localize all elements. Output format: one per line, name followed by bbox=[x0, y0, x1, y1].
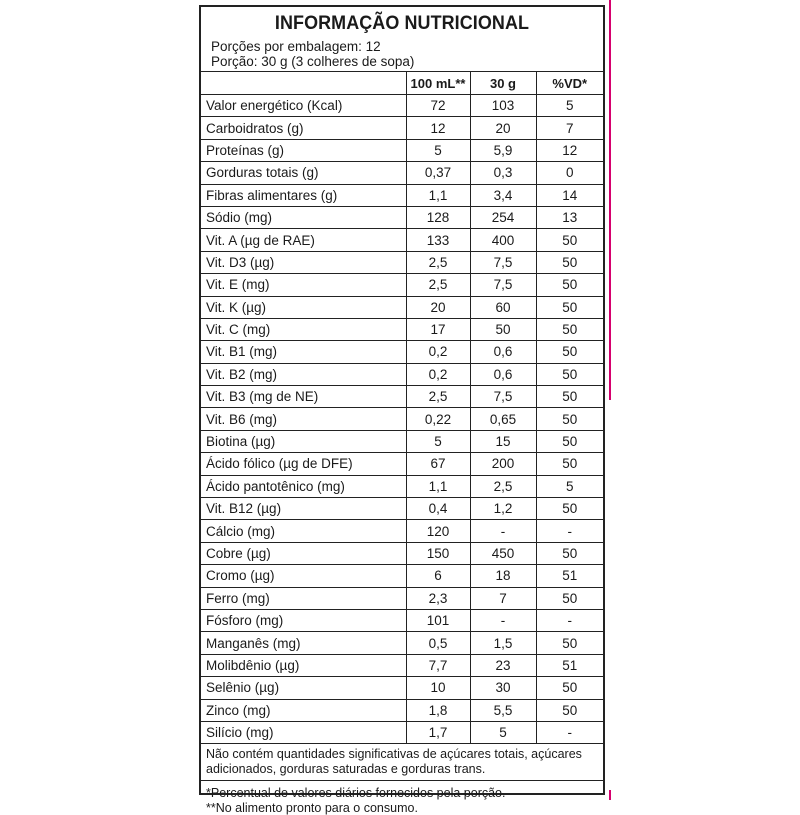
value-per-30g: 0,65 bbox=[470, 408, 536, 430]
value-daily-percent: - bbox=[536, 721, 603, 743]
value-per-100ml: 0,4 bbox=[406, 498, 470, 520]
value-daily-percent: 50 bbox=[536, 318, 603, 340]
value-daily-percent: 50 bbox=[536, 632, 603, 654]
value-per-100ml: 5 bbox=[406, 139, 470, 161]
nutrient-label: Vit. B6 (mg) bbox=[201, 408, 406, 430]
table-row bbox=[201, 542, 603, 564]
nutrient-label: Cobre (µg) bbox=[201, 542, 406, 564]
value-per-100ml: 1,1 bbox=[406, 475, 470, 497]
value-per-30g: 0,3 bbox=[470, 162, 536, 184]
value-daily-percent: 50 bbox=[536, 386, 603, 408]
value-daily-percent: 13 bbox=[536, 206, 603, 228]
value-per-100ml: 12 bbox=[406, 117, 470, 139]
nutrition-facts-panel bbox=[199, 5, 605, 815]
value-per-30g: 20 bbox=[470, 117, 536, 139]
value-per-30g: 103 bbox=[470, 95, 536, 117]
nutrient-label: Selênio (µg) bbox=[201, 677, 406, 699]
value-per-100ml: 17 bbox=[406, 318, 470, 340]
table-row bbox=[201, 363, 603, 385]
nutrient-label: Fibras alimentares (g) bbox=[201, 184, 406, 206]
value-daily-percent: 50 bbox=[536, 587, 603, 609]
value-daily-percent: 50 bbox=[536, 296, 603, 318]
value-per-30g: 7,5 bbox=[470, 386, 536, 408]
value-per-30g: 400 bbox=[470, 229, 536, 251]
value-per-100ml: 1,8 bbox=[406, 699, 470, 721]
value-per-100ml: 133 bbox=[406, 229, 470, 251]
value-per-100ml: 6 bbox=[406, 565, 470, 587]
nutrient-label: Silício (mg) bbox=[201, 721, 406, 743]
nutrient-label: Vit. A (µg de RAE) bbox=[201, 229, 406, 251]
value-daily-percent: 50 bbox=[536, 699, 603, 721]
value-per-100ml: 0,2 bbox=[406, 341, 470, 363]
value-per-100ml: 20 bbox=[406, 296, 470, 318]
value-per-30g: 0,6 bbox=[470, 363, 536, 385]
table-row bbox=[201, 632, 603, 654]
value-per-30g: 254 bbox=[470, 206, 536, 228]
footnote-daily-value: *Percentual de valores diários fornecidos pela porção. bbox=[201, 780, 603, 801]
accent-line-bottom bbox=[609, 790, 611, 800]
nutrient-label: Vit. B1 (mg) bbox=[201, 341, 406, 363]
table-row bbox=[201, 95, 603, 117]
value-per-100ml: 101 bbox=[406, 609, 470, 631]
value-daily-percent: 50 bbox=[536, 677, 603, 699]
value-per-30g: 7,5 bbox=[470, 251, 536, 273]
nutrient-label: Molibdênio (µg) bbox=[201, 654, 406, 676]
nutrient-label: Biotina (µg) bbox=[201, 430, 406, 452]
value-per-100ml: 1,1 bbox=[406, 184, 470, 206]
nutrient-label: Carboidratos (g) bbox=[201, 117, 406, 139]
value-daily-percent: 50 bbox=[536, 408, 603, 430]
table-row bbox=[201, 721, 603, 743]
value-per-30g: 18 bbox=[470, 565, 536, 587]
nutrient-label: Ácido fólico (µg de DFE) bbox=[201, 453, 406, 475]
value-per-100ml: 2,3 bbox=[406, 587, 470, 609]
value-per-30g: 3,4 bbox=[470, 184, 536, 206]
value-per-30g: 23 bbox=[470, 654, 536, 676]
value-per-30g: 200 bbox=[470, 453, 536, 475]
table-row bbox=[201, 430, 603, 452]
footnote-ready-to-consume: **No alimento pronto para o consumo. bbox=[206, 800, 418, 815]
nutrient-label: Vit. D3 (µg) bbox=[201, 251, 406, 273]
nutrient-label: Vit. K (µg) bbox=[201, 296, 406, 318]
value-daily-percent: 50 bbox=[536, 498, 603, 520]
table-row bbox=[201, 520, 603, 542]
value-per-30g: 1,5 bbox=[470, 632, 536, 654]
value-per-30g: - bbox=[470, 609, 536, 631]
accent-line bbox=[609, 0, 611, 400]
table-row bbox=[201, 677, 603, 699]
value-daily-percent: 0 bbox=[536, 162, 603, 184]
value-per-100ml: 67 bbox=[406, 453, 470, 475]
table-row bbox=[201, 184, 603, 206]
value-daily-percent: 50 bbox=[536, 251, 603, 273]
value-daily-percent: 5 bbox=[536, 475, 603, 497]
table-header-row bbox=[201, 72, 603, 95]
table-row bbox=[201, 341, 603, 363]
value-per-30g: 60 bbox=[470, 296, 536, 318]
nutrient-label: Sódio (mg) bbox=[201, 206, 406, 228]
table-row bbox=[201, 699, 603, 721]
value-daily-percent: 50 bbox=[536, 453, 603, 475]
value-per-100ml: 10 bbox=[406, 677, 470, 699]
nutrient-label: Ferro (mg) bbox=[201, 587, 406, 609]
value-per-100ml: 0,5 bbox=[406, 632, 470, 654]
table-row bbox=[201, 453, 603, 475]
table-row bbox=[201, 139, 603, 161]
portions-per-package: Porções por embalagem: 12 bbox=[211, 39, 381, 54]
table-row bbox=[201, 274, 603, 296]
value-per-100ml: 2,5 bbox=[406, 274, 470, 296]
value-daily-percent: 50 bbox=[536, 363, 603, 385]
value-per-100ml: 5 bbox=[406, 430, 470, 452]
value-per-30g: 5 bbox=[470, 721, 536, 743]
value-daily-percent: 14 bbox=[536, 184, 603, 206]
table-row bbox=[201, 229, 603, 251]
value-per-100ml: 0,37 bbox=[406, 162, 470, 184]
nutrient-label: Vit. C (mg) bbox=[201, 318, 406, 340]
nutrient-label: Proteínas (g) bbox=[201, 139, 406, 161]
header-daily-value: %VD* bbox=[536, 72, 603, 95]
value-per-30g: 7 bbox=[470, 587, 536, 609]
panel-title: INFORMAÇÃO NUTRICIONAL bbox=[274, 12, 530, 34]
value-daily-percent: 50 bbox=[536, 274, 603, 296]
nutrient-label: Ácido pantotênico (mg) bbox=[201, 475, 406, 497]
value-per-100ml: 1,7 bbox=[406, 721, 470, 743]
value-per-100ml: 2,5 bbox=[406, 386, 470, 408]
value-per-30g: 15 bbox=[470, 430, 536, 452]
value-daily-percent: 12 bbox=[536, 139, 603, 161]
value-daily-percent: 50 bbox=[536, 341, 603, 363]
nutrient-label: Vit. B3 (mg de NE) bbox=[201, 386, 406, 408]
value-per-30g: 2,5 bbox=[470, 475, 536, 497]
value-per-30g: 450 bbox=[470, 542, 536, 564]
table-row bbox=[201, 609, 603, 631]
table-row bbox=[201, 117, 603, 139]
value-per-100ml: 72 bbox=[406, 95, 470, 117]
nutrient-label: Vit. B2 (mg) bbox=[201, 363, 406, 385]
nutrient-label: Cálcio (mg) bbox=[201, 520, 406, 542]
nutrient-label: Valor energético (Kcal) bbox=[201, 95, 406, 117]
table-row bbox=[201, 654, 603, 676]
value-daily-percent: 7 bbox=[536, 117, 603, 139]
table-row bbox=[201, 162, 603, 184]
nutrient-label: Vit. E (mg) bbox=[201, 274, 406, 296]
value-per-100ml: 7,7 bbox=[406, 654, 470, 676]
value-per-30g: 0,6 bbox=[470, 341, 536, 363]
nutrient-label: Fósforo (mg) bbox=[201, 609, 406, 631]
nutrient-label: Gorduras totais (g) bbox=[201, 162, 406, 184]
table-row bbox=[201, 565, 603, 587]
table-row bbox=[201, 408, 603, 430]
value-per-30g: 30 bbox=[470, 677, 536, 699]
footnote-not-significant: Não contém quantidades significativas de açúcares totais, açúcares adicionados, gorduras saturadas e gorduras trans. bbox=[206, 747, 582, 776]
value-per-30g: 7,5 bbox=[470, 274, 536, 296]
header-per-30g: 30 g bbox=[470, 72, 536, 95]
value-per-30g: 5,5 bbox=[470, 699, 536, 721]
value-per-100ml: 0,2 bbox=[406, 363, 470, 385]
value-daily-percent: 50 bbox=[536, 229, 603, 251]
value-daily-percent: 50 bbox=[536, 542, 603, 564]
table-row bbox=[201, 475, 603, 497]
nutrient-label: Manganês (mg) bbox=[201, 632, 406, 654]
portion-size: Porção: 30 g (3 colheres de sopa) bbox=[211, 53, 415, 69]
table-row bbox=[201, 318, 603, 340]
header-per-100ml: 100 mL** bbox=[406, 72, 470, 95]
value-per-30g: 50 bbox=[470, 318, 536, 340]
table-row bbox=[201, 386, 603, 408]
nutrient-label: Zinco (mg) bbox=[201, 699, 406, 721]
value-per-100ml: 0,22 bbox=[406, 408, 470, 430]
header-nutrient bbox=[201, 72, 406, 95]
value-daily-percent: 50 bbox=[536, 430, 603, 452]
value-per-30g: 1,2 bbox=[470, 498, 536, 520]
value-per-100ml: 150 bbox=[406, 542, 470, 564]
nutrient-label: Cromo (µg) bbox=[201, 565, 406, 587]
value-daily-percent: 51 bbox=[536, 654, 603, 676]
nutrition-table bbox=[201, 72, 603, 744]
value-daily-percent: - bbox=[536, 609, 603, 631]
value-per-100ml: 120 bbox=[406, 520, 470, 542]
value-per-30g: - bbox=[470, 520, 536, 542]
table-row bbox=[201, 251, 603, 273]
table-row bbox=[201, 498, 603, 520]
table-row bbox=[201, 296, 603, 318]
nutrient-label: Vit. B12 (µg) bbox=[201, 498, 406, 520]
portion-info bbox=[201, 40, 603, 72]
value-per-100ml: 2,5 bbox=[406, 251, 470, 273]
value-per-100ml: 128 bbox=[406, 206, 470, 228]
value-daily-percent: 5 bbox=[536, 95, 603, 117]
value-daily-percent: - bbox=[536, 520, 603, 542]
table-row bbox=[201, 206, 603, 228]
value-daily-percent: 51 bbox=[536, 565, 603, 587]
value-per-30g: 5,9 bbox=[470, 139, 536, 161]
table-row bbox=[201, 587, 603, 609]
